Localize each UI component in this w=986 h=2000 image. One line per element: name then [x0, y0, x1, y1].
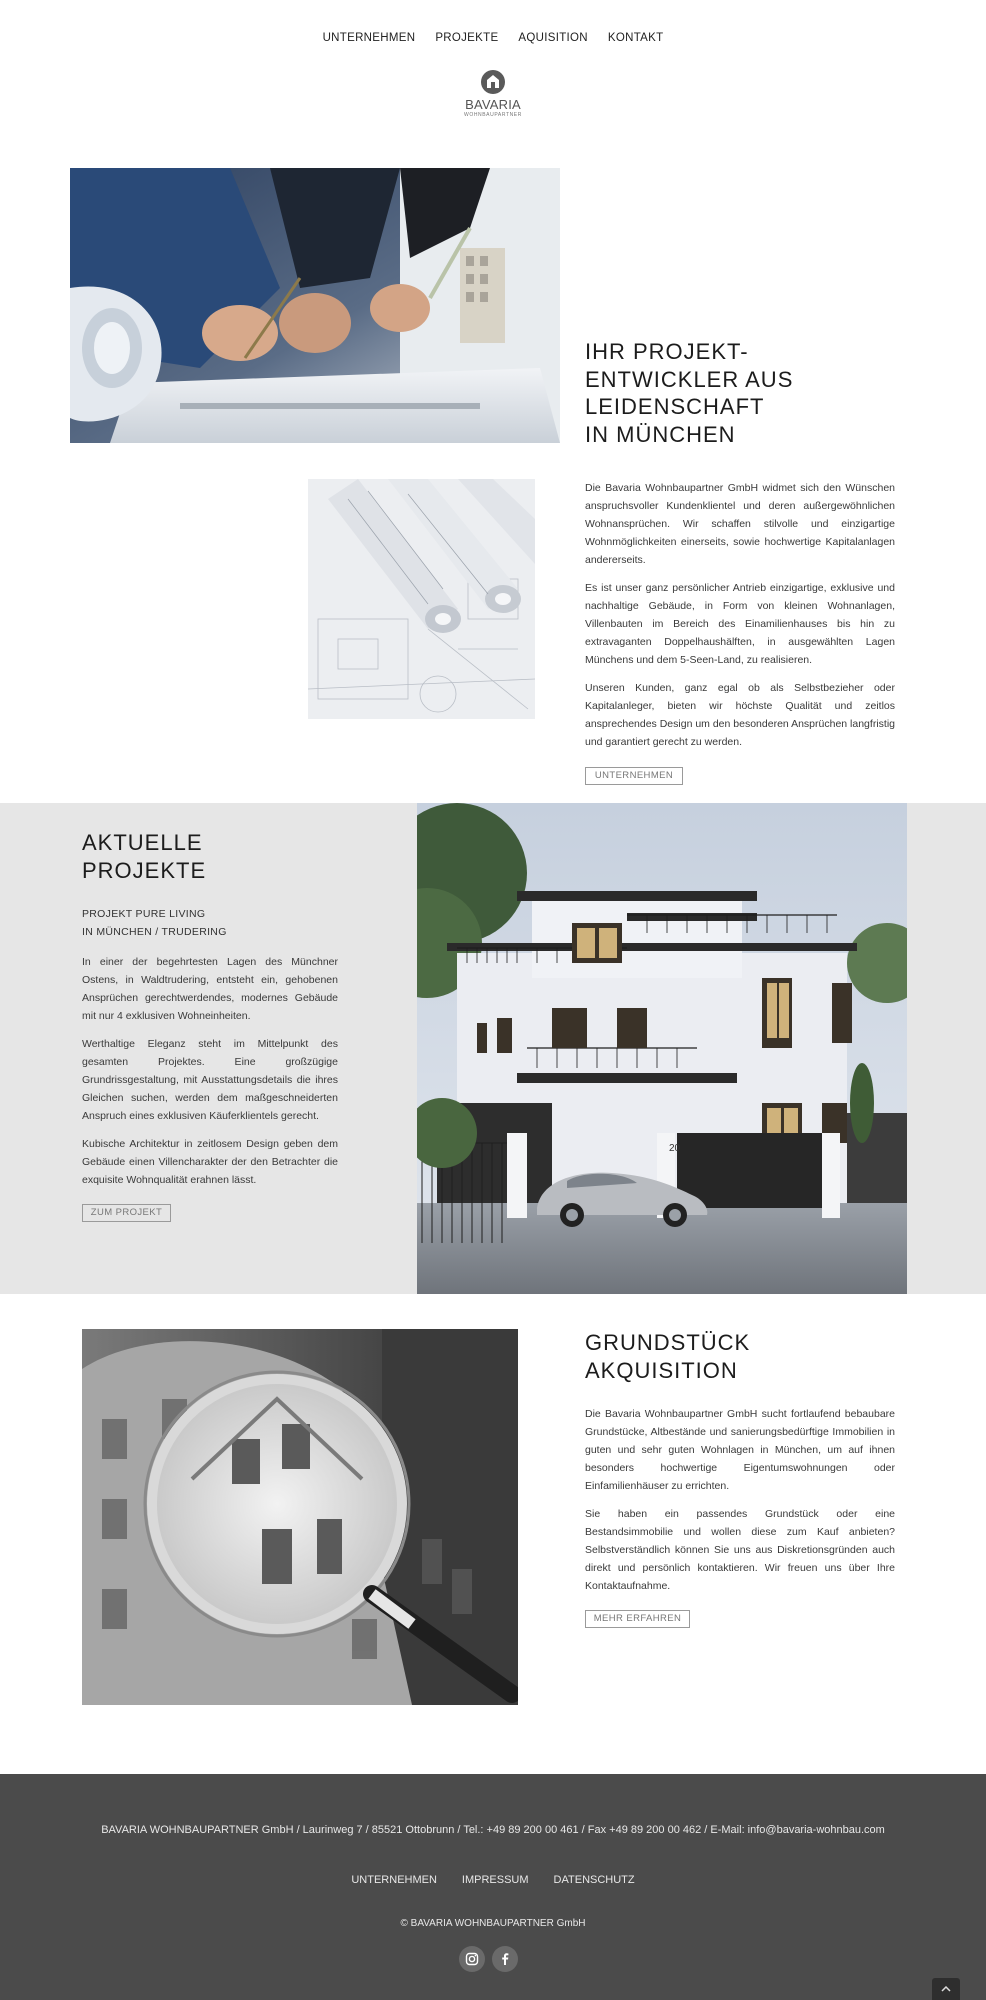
acquisition-text	[585, 1405, 895, 1595]
intro-paragraph: Unseren Kunden, ganz egal ob als Selbstbezieher oder Kapitalanleger, bieten wir höchste Qualität und zeitlos ansprechendes Design um den besonderen Ansprüchen langfristig und garantiert gerecht zu werden.	[585, 682, 895, 748]
project-paragraph: In einer der begehrtesten Lagen des Münchner Ostens, in Waldtrudering, entsteht ein, gehobenen Ansprüchen gerechtwerdendes, modernes Gebäude mit nur 4 exklusiven Wohneinheiten.	[82, 956, 338, 1022]
logo-subtitle: WOHNBAUPARTNER	[464, 112, 522, 118]
projects-heading: AKTUELLE PROJEKTE	[82, 830, 207, 883]
main-nav	[0, 32, 986, 52]
facebook-icon[interactable]	[492, 1946, 518, 1972]
nav-item-unternehmen[interactable]: UNTERNEHMEN	[322, 32, 416, 44]
projects-text	[82, 905, 338, 1189]
intro-heading: IHR PROJEKT- ENTWICKLER AUS LEIDENSCHAFT IN MÜNCHEN	[585, 339, 794, 447]
intro-paragraph: Die Bavaria Wohnbaupartner GmbH widmet sich den Wünschen anspruchsvoller Kundenklientel und deren außergewöhnlichen Wohnansprüchen. Wir schaffen stilvolle und einzigartige Wohnmöglichkeiten einerseits, sowie hochwertige Kapitalanlagen andererseits.	[585, 482, 895, 566]
footer-link-unternehmen[interactable]: UNTERNEHMEN	[351, 1874, 437, 1886]
nav-item-kontakt[interactable]: KONTAKT	[607, 32, 664, 44]
logo-name: BAVARIA	[465, 97, 521, 112]
project-location: IN MÜNCHEN / TRUDERING	[82, 926, 227, 938]
magnifier-building-image	[82, 1329, 518, 1705]
project-paragraph: Kubische Architektur in zeitlosem Design geben dem Gebäude einen Villencharakter der den Betrachter die exquisite Wohnqualität erahnen lässt.	[82, 1138, 338, 1186]
footer-copyright: © BAVARIA WOHNBAUPARTNER GmbH	[400, 1918, 586, 1929]
nav-item-aquisition[interactable]: AQUISITION	[518, 32, 588, 44]
chevron-up-icon	[941, 1986, 951, 1992]
acquisition-heading: GRUNDSTÜCK AKQUISITION	[585, 1330, 751, 1383]
footer-link-impressum[interactable]: IMPRESSUM	[461, 1874, 529, 1886]
footer-link-datenschutz[interactable]: DATENSCHUTZ	[553, 1874, 635, 1886]
unternehmen-button[interactable]: UNTERNEHMEN	[585, 767, 683, 785]
footer-address: BAVARIA WOHNBAUPARTNER GmbH / Laurinweg 7 / 85521 Ottobrunn / Tel.: +49 89 200 00 461 / Fax +49 89 200 00 462 / E-Mail: info@bavaria-wohnbau.com	[101, 1824, 885, 1836]
blueprint-rolls-image	[308, 479, 535, 719]
villa-image	[417, 803, 907, 1294]
hero-image-architects	[70, 168, 560, 443]
zum-projekt-button[interactable]: ZUM PROJEKT	[82, 1204, 171, 1222]
back-to-top-button[interactable]	[932, 1978, 960, 2000]
logo[interactable]	[459, 70, 527, 124]
acquisition-paragraph: Sie haben ein passendes Grundstück oder eine Bestandsimmobilie und wollen diese zum Kauf anbieten? Selbstverständlich können Sie uns aus Diskretionsgründen auch direkt und persönlich kontaktieren. Wir freuen uns über Ihre Kontaktaufnahme.	[585, 1508, 895, 1592]
footer-links	[0, 1874, 986, 1886]
house-number: 20	[669, 1143, 681, 1154]
intro-paragraph: Es ist unser ganz persönlicher Antrieb einzigartige, exklusive und nachhaltige Gebäude, in Form von kleinen Wohnanlagen, Villenbauten im Bereich des Einamilienhauses bis hin zu extravaganten Doppelhaushälften, in ausgewählten Lagen Münchens und dem 5-Seen-Land, zu realisieren.	[585, 582, 895, 666]
house-icon	[481, 70, 505, 94]
project-name: PROJEKT PURE LIVING	[82, 908, 206, 920]
acquisition-paragraph: Die Bavaria Wohnbaupartner GmbH sucht fortlaufend bebaubare Grundstücke, Altbestände und sanierungsbedürftige Immobilien in guten und sehr guten Wohnlagen in München, um auf ihnen besonders hochwertige Eigentumswohnungen oder Einfamilienhäuser zu errichten.	[585, 1408, 895, 1492]
intro-text	[585, 479, 895, 751]
nav-item-projekte[interactable]: PROJEKTE	[435, 32, 499, 44]
mehr-erfahren-button[interactable]: MEHR ERFAHREN	[585, 1610, 690, 1628]
project-paragraph: Werthaltige Eleganz steht im Mittelpunkt des gesamten Projektes. Eine großzügige Grundrissgestaltung, mit Ausstattungsdetails die ihres Gleichen suchen, werden dem maßgeschneiderten Anspruch eines exklusiven Käuferklientels gerecht.	[82, 1038, 338, 1122]
instagram-icon[interactable]	[459, 1946, 485, 1972]
footer	[0, 1774, 986, 2000]
